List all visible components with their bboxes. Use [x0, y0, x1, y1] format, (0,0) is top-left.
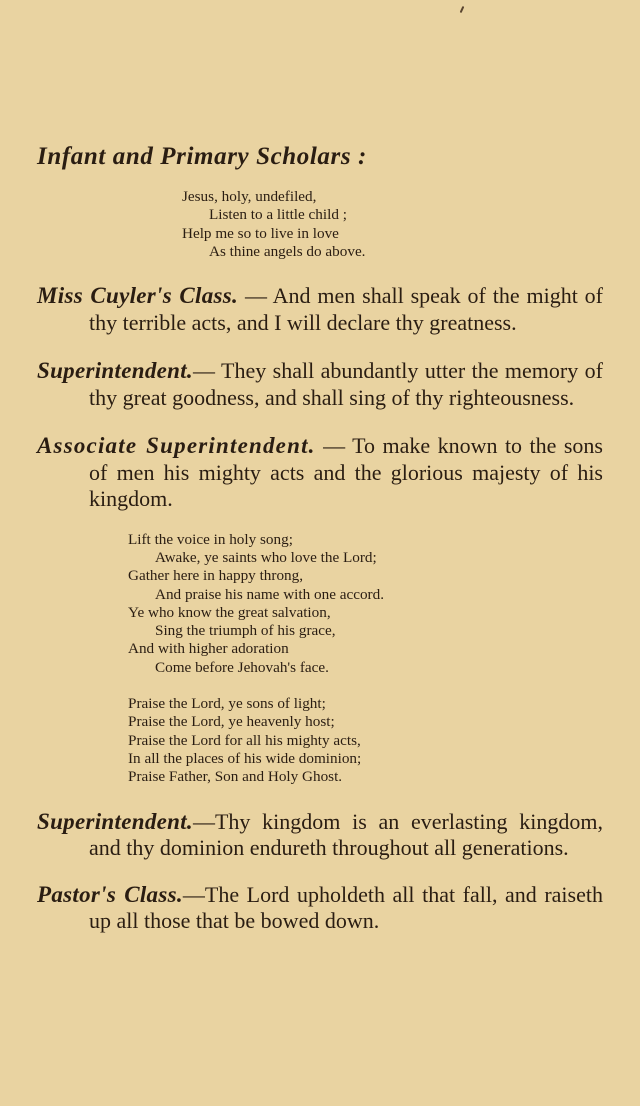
ink-speck [460, 6, 465, 13]
verse-line: Praise the Lord for all his mighty acts, [128, 731, 361, 749]
verse-line: Lift the voice in holy song; [128, 530, 293, 548]
verse-line: Come before Jehovah's face. [155, 658, 329, 676]
speaker-label: Associate Superintendent. [37, 433, 316, 459]
response-superintendent-2 [37, 809, 603, 862]
speaker-label: Superintendent. [37, 358, 193, 384]
verse-praise-the-lord [128, 695, 603, 786]
verse-line: Praise the Lord, ye sons of light; [128, 695, 326, 713]
verse-line: Help me so to live in love [182, 224, 339, 242]
speaker-label: Miss Cuyler's Class. [37, 283, 239, 309]
response-text: —Thy kingdom is an everlasting kingdom, and thy dominion endureth throughout all generations. [89, 808, 603, 861]
verse-lift-the-voice [128, 531, 603, 677]
response-superintendent-1 [37, 358, 603, 411]
response-text: —The Lord upholdeth all that fall, and raiseth up all those that be bowed down. [89, 881, 603, 934]
response-miss-cuyler [37, 283, 603, 336]
verse-line: Praise Father, Son and Holy Ghost. [128, 768, 343, 786]
verse-line: As thine angels do above. [209, 242, 366, 260]
verse-line: Jesus, holy, undefiled, [182, 188, 317, 205]
speaker-infant-primary: Infant and Primary Scholars : [37, 143, 367, 170]
verse-line: And praise his name with one accord. [155, 585, 385, 603]
verse-line: Listen to a little child ; [209, 206, 347, 224]
speaker-label: Superintendent. [37, 808, 193, 834]
verse-jesus-holy [182, 188, 603, 261]
response-text: — They shall abundantly utter the memory of thy great goodness, and shall sing of thy righteousness. [89, 358, 603, 410]
verse-line: Praise the Lord, ye heavenly host; [128, 713, 335, 731]
verse-line: Gather here in happy throng, [128, 567, 304, 585]
response-text: — And men shall speak of the might of thy terrible acts, and I will declare thy greatness. [89, 283, 604, 335]
verse-line: Ye who know the great salvation, [128, 603, 331, 621]
response-associate-superintendent [37, 433, 603, 513]
verse-line: And with higher adoration [128, 640, 289, 658]
response-pastors-class [37, 882, 603, 935]
speaker-label: Pastor's Class. [37, 881, 183, 907]
response-text: — To make known to the sons of men his mighty acts and the glorious majesty of his kingdom. [89, 433, 603, 512]
verse-line: Sing the triumph of his grace, [155, 622, 336, 640]
verse-line: In all the places of his wide dominion; [128, 749, 362, 767]
verse-line: Awake, ye saints who love the Lord; [155, 548, 377, 566]
